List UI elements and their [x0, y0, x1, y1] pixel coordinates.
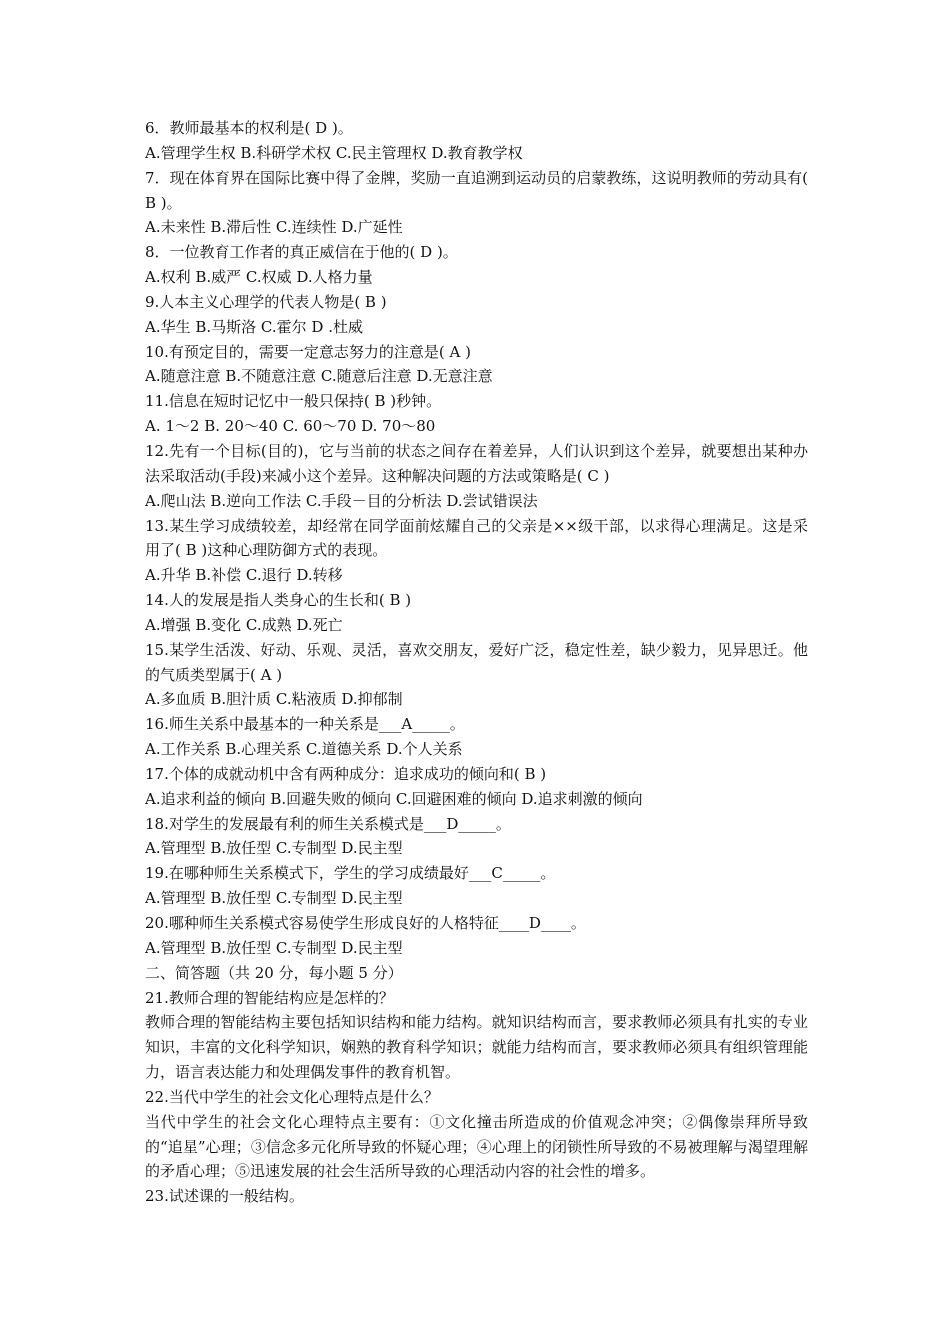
- options-19: A.管理型 B.放任型 C.专制型 D.民主型: [145, 889, 403, 908]
- question-10: 10.有预定目的，需要一定意志努力的注意是( A ): [145, 342, 471, 361]
- options-20: A.管理型 B.放任型 C.专制型 D.民主型: [145, 938, 403, 957]
- question-7: 7．现在体育界在国际比赛中得了金牌，奖励一直追溯到运动员的启蒙教练，这说明教师的劳动具有( B )。: [145, 168, 808, 212]
- options-13: A.升华 B.补偿 C.退行 D.转移: [145, 566, 343, 585]
- options-18: A.管理型 B.放任型 C.专制型 D.民主型: [145, 839, 403, 858]
- section-heading-short-answer: 二、简答题（共 20 分，每小题 5 分）: [145, 963, 403, 982]
- options-12: A.爬山法 B.逆向工作法 C.手段－目的分析法 D.尝试错误法: [145, 491, 538, 510]
- options-14: A.增强 B.变化 C.成熟 D.死亡: [145, 615, 343, 634]
- answer-21: 教师合理的智能结构主要包括知识结构和能力结构。就知识结构而言，要求教师必须具有扎实的专业知识，丰富的文化科学知识，娴熟的教育科学知识；就能力结构而言，要求教师必须具有组织管理能力，语言表达能力和处理偶发事件的教育机智。: [145, 1013, 808, 1082]
- question-22: 22.当代中学生的社会文化心理特点是什么？: [145, 1087, 439, 1106]
- question-18: 18.对学生的发展最有利的师生关系模式是___D_____。: [145, 814, 511, 833]
- options-16: A.工作关系 B.心理关系 C.道德关系 D.个人关系: [145, 740, 463, 759]
- question-12: 12.先有一个目标(目的)，它与当前的状态之间存在着差异，人们认识到这个差异，就要想出某种办法采取活动(手段)来减小这个差异。这种解决问题的方法或策略是( C ): [145, 441, 808, 485]
- options-9: A.华生 B.马斯洛 C.霍尔 D .杜威: [145, 317, 363, 336]
- options-17: A.追求利益的倾向 B.回避失败的倾向 C.回避困难的倾向 D.追求刺激的倾向: [145, 789, 643, 808]
- question-19: 19.在哪种师生关系模式下，学生的学习成绩最好___C_____。: [145, 864, 556, 883]
- options-11: A. 1～2 B. 20～40 C. 60～70 D. 70～80: [145, 417, 436, 436]
- question-15: 15.某学生活泼、好动、乐观、灵活，喜欢交朋友，爱好广泛，稳定性差，缺少毅力，见异思迁。他的气质类型属于( A ): [145, 640, 808, 684]
- question-23: 23.试述课的一般结构。: [145, 1187, 304, 1206]
- question-11: 11.信息在短时记忆中一般只保持( B )秒钟。: [145, 392, 442, 411]
- question-21: 21.教师合理的智能结构应是怎样的？: [145, 988, 394, 1007]
- question-16: 16.师生关系中最基本的一种关系是___A_____。: [145, 715, 465, 734]
- options-6: A.管理学生权 B.科研学术权 C.民主管理权 D.教育教学权: [145, 143, 523, 162]
- options-10: A.随意注意 B.不随意注意 C.随意后注意 D.无意注意: [145, 367, 493, 386]
- question-17: 17.个体的成就动机中含有两种成分：追求成功的倾向和( B ): [145, 764, 547, 783]
- question-14: 14.人的发展是指人类身心的生长和( B ): [145, 591, 412, 610]
- question-20: 20.哪种师生关系模式容易使学生形成良好的人格特征____D____。: [145, 914, 586, 932]
- options-15: A.多血质 B.胆汁质 C.粘液质 D.抑郁制: [145, 690, 403, 709]
- document-body: [145, 116, 808, 1209]
- question-8: 8．一位教育工作者的真正威信在于他的( D )。: [145, 243, 458, 262]
- options-7: A.未来性 B.滞后性 C.连续性 D.广延性: [145, 218, 403, 237]
- question-6: 6．教师最基本的权利是( D )。: [145, 119, 353, 137]
- question-13: 13.某生学习成绩较差，却经常在同学面前炫耀自己的父亲是××级干部，以求得心理满足。这是采用了( B )这种心理防御方式的表现。: [145, 516, 808, 560]
- options-8: A.权利 B.威严 C.权威 D.人格力量: [145, 268, 373, 287]
- answer-22: 当代中学生的社会文化心理特点主要有：①文化撞击所造成的价值观念冲突；②偶像崇拜所导致的“追星”心理；③信念多元化所导致的怀疑心理；④心理上的闭锁性所导致的不易被理解与渴望理解的矛盾心理；⑤迅速发展的社会生活所导致的心理活动内容的社会性的增多。: [145, 1112, 808, 1181]
- question-9: 9.人本主义心理学的代表人物是( B ): [145, 292, 387, 311]
